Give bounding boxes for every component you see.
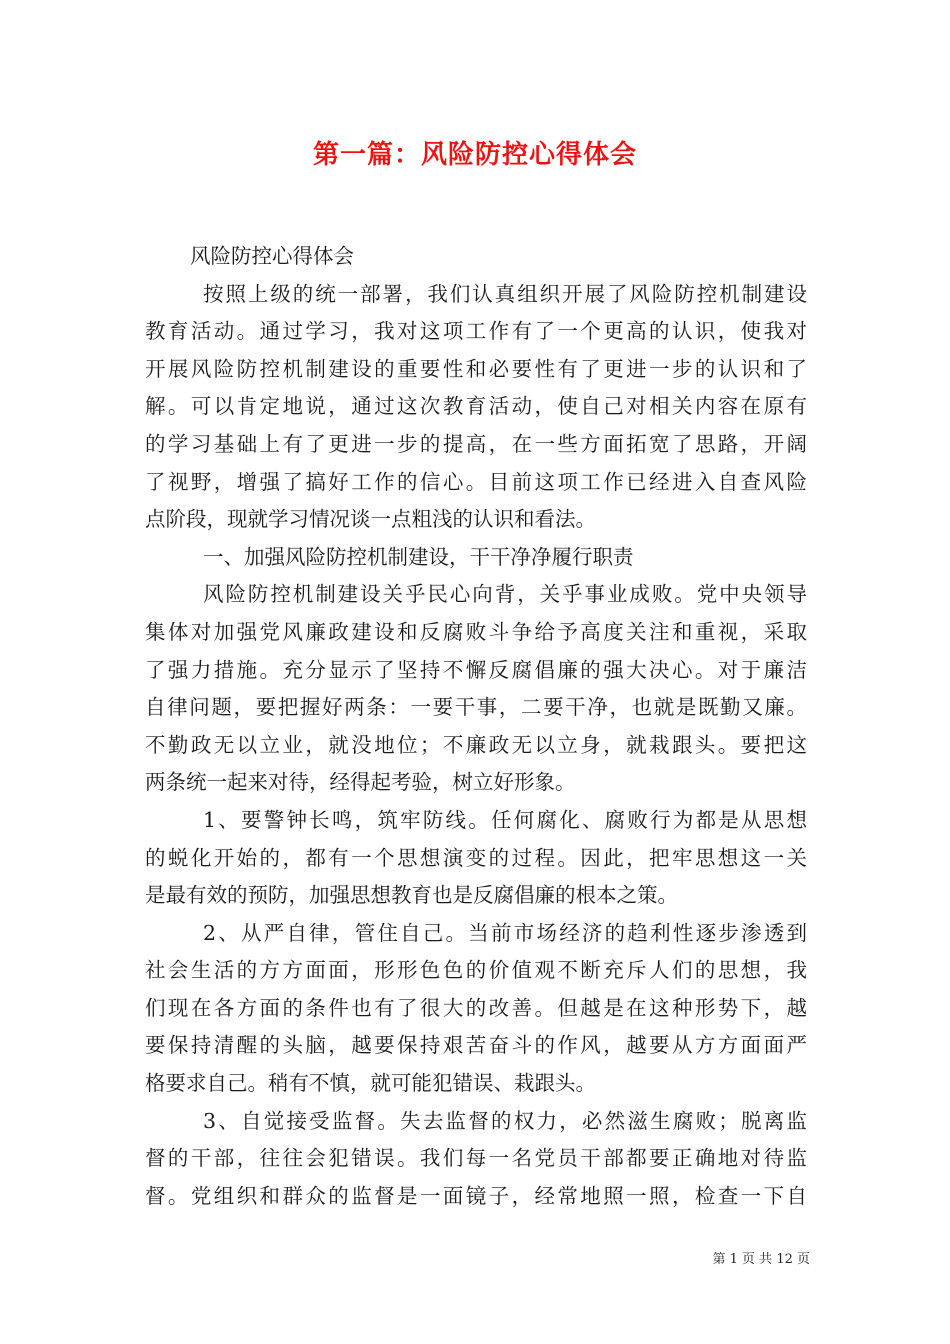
body-line: 集体对加强党风廉政建设和反腐败斗争给予高度关注和重视，采取 [145, 619, 807, 644]
document-title: 第一篇：风险防控心得体会 [312, 140, 637, 170]
body-line: 格要求自己。稍有不慎，就可能犯错误、栽跟头。 [145, 1071, 596, 1096]
body-line: 是最有效的预防，加强思想教育也是反腐倡廉的根本之策。 [145, 883, 678, 908]
document-body [145, 238, 807, 1215]
body-line: 们现在各方面的条件也有了很大的改善。但越是在这种形势下，越 [145, 995, 807, 1020]
body-line: 风险防控机制建设关乎民心向背，关乎事业成败。党中央领导 [203, 582, 807, 607]
body-line: 解。可以肯定地说，通过这次教育活动，使自己对相关内容在原有 [145, 394, 807, 419]
body-line: 3、自觉接受监督。失去监督的权力，必然滋生腐败；脱离监 [203, 1108, 807, 1133]
body-line: 的蜕化开始的，都有一个思想演变的过程。因此，把牢思想这一关 [145, 845, 807, 870]
page-footer: 第 1 页 共 12 页 [712, 1252, 810, 1267]
body-line: 了视野，增强了搞好工作的信心。目前这项工作已经进入自查风险 [145, 469, 807, 494]
body-line: 一、加强风险防控机制建设，干干净净履行职责 [203, 544, 634, 569]
body-line: 风险防控心得体会 [190, 244, 354, 268]
body-line: 2、从严自律，管住自己。当前市场经济的趋利性逐步渗透到 [203, 920, 807, 945]
body-line: 督的干部，往往会犯错误。我们每一名党员干部都要正确地对待监 [145, 1146, 807, 1171]
body-line: 督。党组织和群众的监督是一面镜子，经常地照一照，检查一下自 [145, 1183, 807, 1208]
body-line: 教育活动。通过学习，我对这项工作有了一个更高的认识，使我对 [145, 319, 807, 344]
body-line: 要保持清醒的头脑，越要保持艰苦奋斗的作风，越要从方方面面严 [145, 1033, 807, 1058]
body-line: 两条统一起来对待，经得起考验，树立好形象。 [145, 770, 576, 795]
body-line: 1、要警钟长鸣，筑牢防线。任何腐化、腐败行为都是从思想 [203, 807, 807, 832]
body-line: 了强力措施。充分显示了坚持不懈反腐倡廉的强大决心。对于廉洁 [145, 657, 807, 682]
body-line: 的学习基础上有了更进一步的提高，在一些方面拓宽了思路，开阔 [145, 431, 807, 456]
body-line: 开展风险防控机制建设的重要性和必要性有了更进一步的认识和了 [145, 356, 807, 381]
body-line: 自律问题，要把握好两条：一要干事，二要干净，也就是既勤又廉。 [145, 695, 807, 720]
body-line: 不勤政无以立业，就没地位；不廉政无以立身，就栽跟头。要把这 [145, 732, 807, 757]
body-line: 点阶段，现就学习情况谈一点粗浅的认识和看法。 [145, 507, 596, 532]
body-line: 社会生活的方方面面，形形色色的价值观不断充斥人们的思想，我 [145, 958, 807, 983]
body-line: 按照上级的统一部署，我们认真组织开展了风险防控机制建设 [203, 281, 807, 306]
